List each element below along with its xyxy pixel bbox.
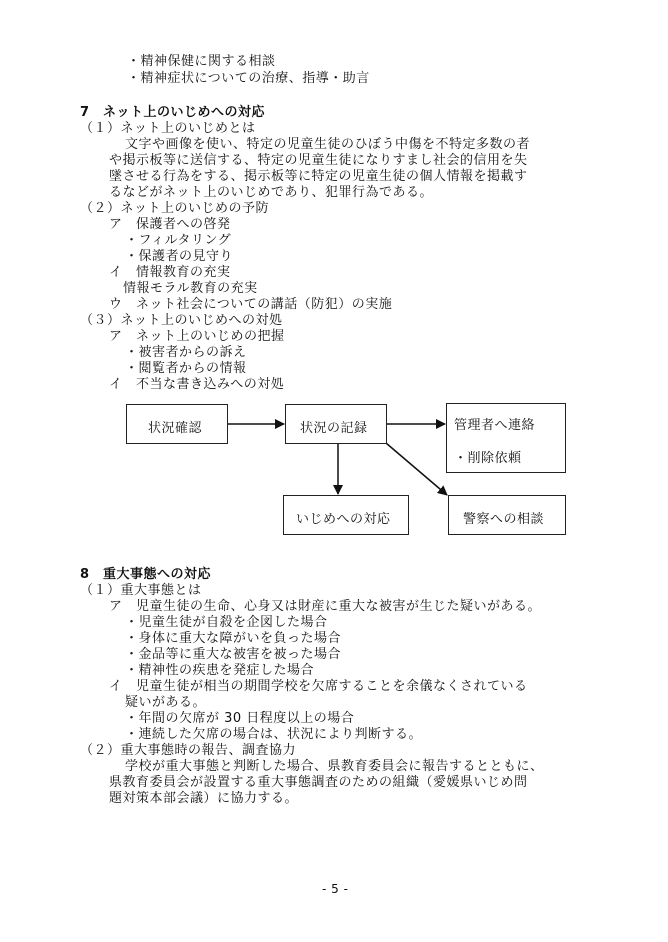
section-8-2-line: 学校が重大事態と判断した場合、県教育委員会に報告するとともに、 bbox=[125, 759, 544, 774]
section-8-1-a-bullet: ・児童生徒が自殺を企図した場合 bbox=[125, 615, 328, 630]
flow-box-label: 状況の記録 bbox=[300, 421, 368, 436]
flow-box-record bbox=[285, 404, 387, 444]
section-8-1-item-i: イ 児童生徒が相当の期間学校を欠席することを余儀なくされている bbox=[109, 679, 528, 694]
section-7-3-item-i: イ 不当な書き込みへの対処 bbox=[109, 377, 285, 392]
section-7-3-a-bullet: ・閲覧者からの情報 bbox=[125, 361, 247, 376]
section-8-2-line: 題対策本部会議）に協力する。 bbox=[109, 791, 299, 806]
section-8-1-item-i-cont: 疑いがある。 bbox=[125, 695, 207, 710]
section-7-1-line: 文字や画像を使い、特定の児童生徒のひぼう中傷を不特定多数の者 bbox=[125, 137, 531, 152]
section-7-1-line: 墜させる行為をする、掲示板等に特定の児童生徒の個人情報を掲載す bbox=[109, 169, 528, 184]
section-7-1-line: や掲示板等に送信する、特定の児童生徒になりすまし社会的信用を失 bbox=[109, 153, 528, 168]
section-8-1-a-bullet: ・金品等に重大な被害を被った場合 bbox=[125, 647, 342, 662]
section-8-1-a-bullet: ・精神性の疾患を発症した場合 bbox=[125, 663, 315, 678]
flow-box-contact-admin bbox=[446, 403, 566, 473]
section-7-2-a-bullet: ・フィルタリング bbox=[125, 233, 232, 248]
section-8-2-heading: （２）重大事態時の報告、調査協力 bbox=[80, 743, 297, 758]
flow-box-police-consult bbox=[448, 495, 566, 535]
section-7-3-item-a: ア ネット上のいじめの把握 bbox=[109, 329, 285, 344]
flow-box-situation-check bbox=[126, 404, 228, 444]
section-8-2-line: 県教育委員会が設置する重大事態調査のための組織（愛媛県いじめ問 bbox=[109, 775, 528, 790]
section-8-1-i-bullet: ・年間の欠席が 30 日程度以上の場合 bbox=[125, 711, 355, 726]
section-7-1-heading: （１）ネット上のいじめとは bbox=[80, 121, 256, 136]
section-7-1-line: るなどがネット上のいじめであり、犯罪行為である。 bbox=[109, 185, 434, 200]
flow-box-label: 警察への相談 bbox=[463, 512, 545, 527]
intro-bullet-1: ・精神保健に関する相談 bbox=[127, 54, 276, 69]
section-8-1-i-bullet: ・連続した欠席の場合は、状況により判断する。 bbox=[125, 727, 423, 742]
section-8-1-a-bullet: ・身体に重大な障がいを負った場合 bbox=[125, 631, 342, 646]
section-7-3-a-bullet: ・被害者からの訴え bbox=[125, 345, 247, 360]
flow-box-label: いじめへの対応 bbox=[296, 512, 391, 527]
flow-box-label: 管理者へ連絡 bbox=[454, 418, 536, 433]
section-7-2-item-u: ウ ネット社会についての講話（防犯）の実施 bbox=[109, 297, 393, 312]
section-7-2-heading: （２）ネット上のいじめの予防 bbox=[80, 201, 270, 216]
section-7-2-a-bullet: ・保護者の見守り bbox=[125, 249, 234, 264]
flow-box-label: 状況確認 bbox=[148, 421, 203, 436]
flow-box-bullying-response bbox=[283, 495, 409, 535]
section-8-title: 8 重大事態への対応 bbox=[80, 567, 212, 582]
section-8-1-item-a: ア 児童生徒の生命、心身又は財産に重大な被害が生じた疑いがある。 bbox=[109, 599, 542, 614]
page-number: - 5 - bbox=[322, 882, 349, 896]
section-8-1-heading: （１）重大事態とは bbox=[80, 583, 202, 598]
section-7-title: 7 ネット上のいじめへの対応 bbox=[80, 105, 266, 120]
arrow-record-to-police bbox=[386, 443, 447, 495]
flow-box-sublabel: ・削除依頼 bbox=[454, 451, 522, 466]
intro-bullet-2: ・精神症状についての治療、指導・助言 bbox=[127, 71, 370, 86]
section-7-2-i-detail: 情報モラル教育の充実 bbox=[123, 281, 258, 296]
section-7-2-item-i: イ 情報教育の充実 bbox=[109, 265, 231, 280]
section-7-2-item-a: ア 保護者への啓発 bbox=[109, 217, 231, 232]
section-7-3-heading: （３）ネット上のいじめへの対処 bbox=[80, 313, 283, 328]
